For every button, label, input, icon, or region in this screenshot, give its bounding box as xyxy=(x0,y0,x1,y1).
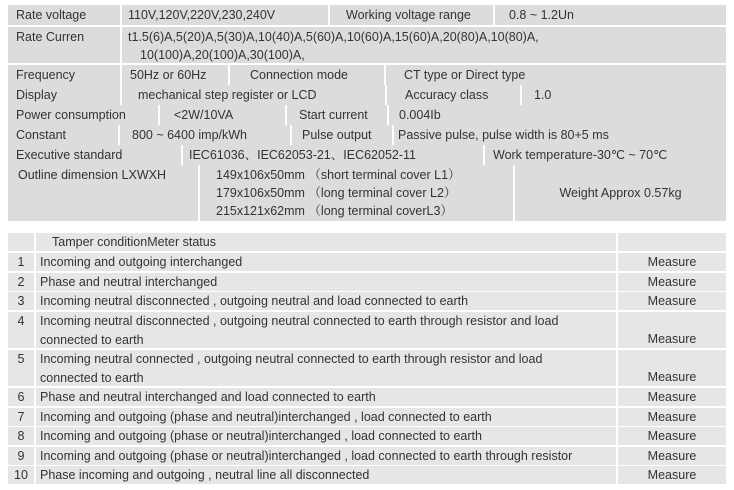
tamper-row-2-num: 2 xyxy=(8,273,34,291)
working-voltage-label: Working voltage range xyxy=(330,5,493,25)
display-value: mechanical step register or LCD xyxy=(122,85,385,105)
outline-dimension-values xyxy=(200,165,513,221)
outline-dimension-label: Outline dimension LXWXH xyxy=(8,165,198,221)
tamper-row-10-condition: Phase incoming and outgoing , neutral line all disconnected xyxy=(36,466,616,484)
tamper-row-10-num: 10 xyxy=(8,466,34,484)
tamper-row-2-condition: Phase and neutral interchanged xyxy=(36,273,616,291)
tamper-row-7-status: Measure xyxy=(618,408,726,426)
tamper-row-5-num: 5 xyxy=(8,350,34,386)
tamper-header-num xyxy=(8,233,34,251)
tamper-row-1-num: 1 xyxy=(8,253,34,271)
rate-current-label: Rate Curren xyxy=(8,27,120,63)
outline-dimension-l1: 149x106x50mm （short terminal cover L1） xyxy=(216,168,461,182)
tamper-row-9-status: Measure xyxy=(618,447,726,465)
constant-label: Constant xyxy=(8,125,118,145)
power-consumption-value: <2W/10VA xyxy=(160,105,285,125)
pulse-output-label: Pulse output xyxy=(292,125,392,145)
tamper-row-4-condition: Incoming neutral disconnected , outgoing neutral connected to earth through resistor and load connected to earth xyxy=(36,312,616,348)
tamper-row-1-condition: Incoming and outgoing interchanged xyxy=(36,253,616,271)
tamper-row-7-num: 7 xyxy=(8,408,34,426)
tamper-row-5-condition: Incoming neutral connected , outgoing neutral connected to earth through resistor and load connected to earth xyxy=(36,350,616,386)
outline-dimension-l2: 179x106x50mm （long terminal cover L2） xyxy=(216,186,457,200)
work-temperature-label: Work temperature xyxy=(493,148,593,162)
tamper-row-2-status: Measure xyxy=(618,273,726,291)
constant-value: 800 ~ 6400 imp/kWh xyxy=(120,125,290,145)
tamper-row-9-num: 9 xyxy=(8,447,34,465)
rate-voltage-label: Rate voltage xyxy=(8,5,120,25)
tamper-row-6-status: Measure xyxy=(618,388,726,406)
frequency-label: Frequency xyxy=(8,65,120,85)
rate-voltage-value: 110V,120V,220V,230,240V xyxy=(122,5,328,25)
weight-cell: Weight Approx 0.57kg xyxy=(515,165,726,221)
tamper-row-6-condition: Phase and neutral interchanged and load connected to earth xyxy=(36,388,616,406)
display-label: Display xyxy=(8,85,120,105)
accuracy-class-value: 1.0 xyxy=(522,85,726,105)
connection-mode-label: Connection mode xyxy=(230,65,384,85)
tamper-row-7-condition: Incoming and outgoing (phase and neutral)interchanged , load connected to earth xyxy=(36,408,616,426)
tamper-row-4-status: Measure xyxy=(618,312,726,348)
rate-current-line-2: 10(100)A,20(100)A,30(100)A, xyxy=(140,48,305,62)
start-current-value: 0.004Ib xyxy=(389,105,726,125)
frequency-value: 50Hz or 60Hz xyxy=(122,65,228,85)
tamper-row-8-num: 8 xyxy=(8,427,34,445)
tamper-row-5-status: Measure xyxy=(618,350,726,386)
rate-current-value xyxy=(122,27,726,63)
tamper-row-1-status: Measure xyxy=(618,253,726,271)
tamper-header: Tamper conditionMeter status xyxy=(36,233,616,251)
pulse-output-value: Passive pulse, pulse width is 80+5 ms xyxy=(394,125,726,145)
tamper-header-status xyxy=(618,233,726,251)
working-voltage-value: 0.8 ~ 1.2Un xyxy=(495,5,726,25)
tamper-row-3-status: Measure xyxy=(618,292,726,310)
connection-mode-value: CT type or Direct type xyxy=(386,65,726,85)
outline-dimension-l3: 215x121x62mm （long terminal coverL3） xyxy=(216,204,453,218)
work-temperature-value: -30℃ ~ 70℃ xyxy=(592,148,668,162)
power-consumption-label: Power consumption xyxy=(8,105,158,125)
work-temperature-cell xyxy=(485,145,726,165)
rate-current-line-1: t1.5(6)A,5(20)A,5(30)A,10(40)A,5(60)A,10(60)A,15(60)A,20(80)A,10(80)A, xyxy=(128,30,539,44)
tamper-row-10-status: Measure xyxy=(618,466,726,484)
tamper-row-9-condition: Incoming and outgoing (phase or neutral)interchanged , load connected to earth through resistor xyxy=(36,447,616,465)
tamper-row-8-status: Measure xyxy=(618,427,726,445)
executive-standard-label: Executive standard xyxy=(8,145,181,165)
tamper-row-6-num: 6 xyxy=(8,388,34,406)
tamper-row-3-condition: Incoming neutral disconnected , outgoing neutral and load connected to earth xyxy=(36,292,616,310)
tamper-row-3-num: 3 xyxy=(8,292,34,310)
tamper-row-4-num: 4 xyxy=(8,312,34,348)
executive-standard-value: IEC61036、IEC62053-21、IEC62052-11 xyxy=(183,145,483,165)
tamper-row-8-condition: Incoming and outgoing (phase or neutral)interchanged , load connected to earth xyxy=(36,427,616,445)
accuracy-class-label: Accuracy class xyxy=(387,85,520,105)
start-current-label: Start current xyxy=(287,105,387,125)
